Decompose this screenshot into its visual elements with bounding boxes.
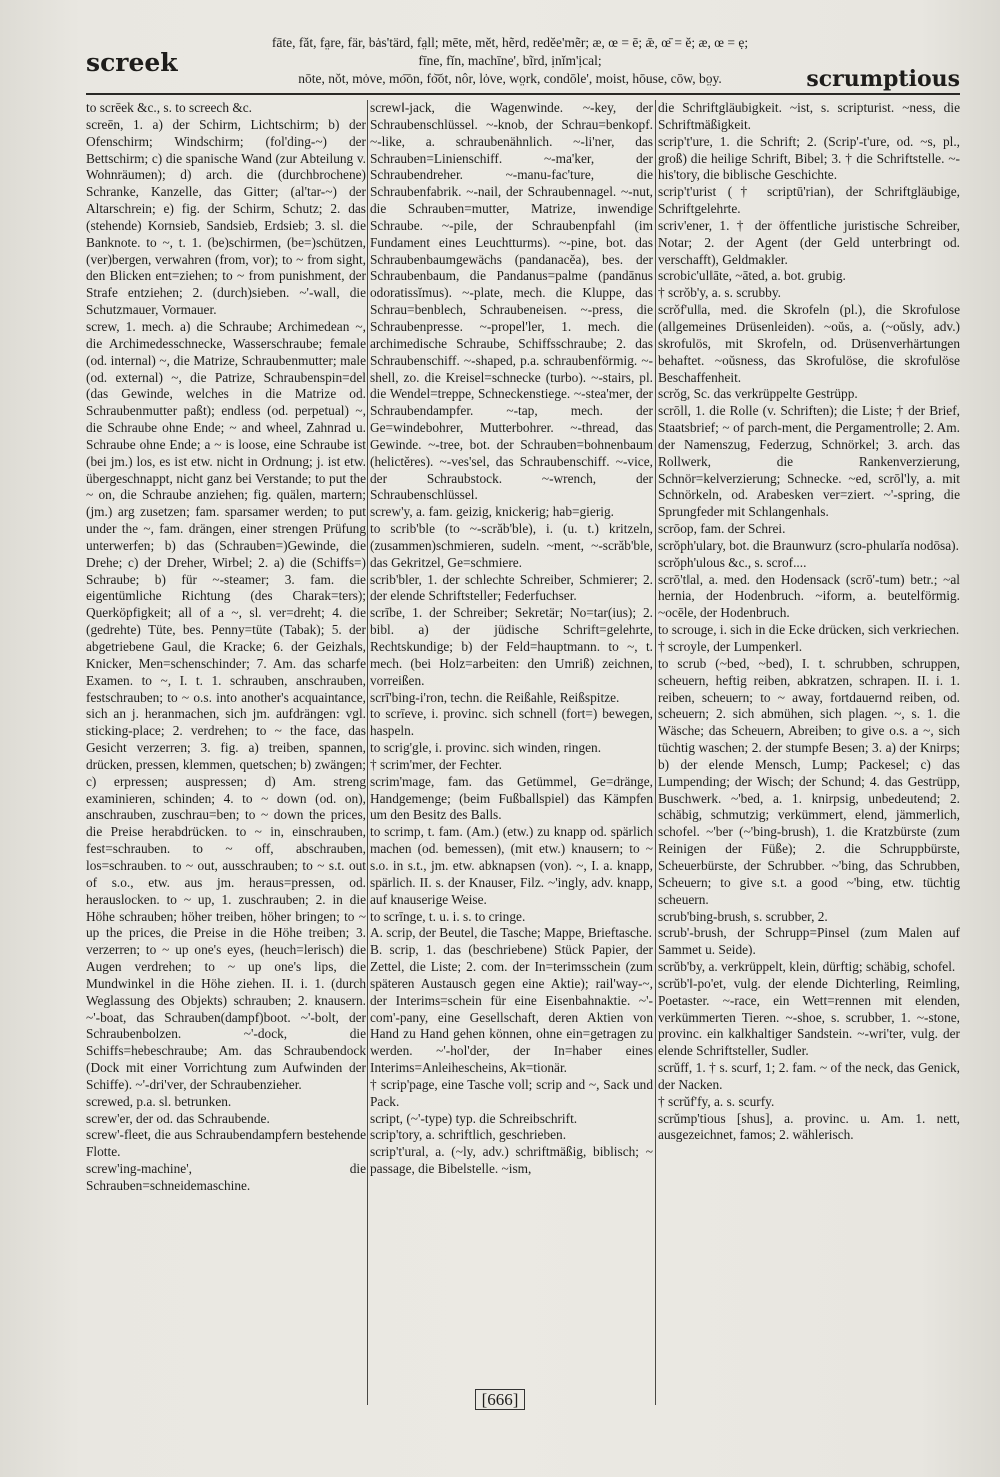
dictionary-entry: scrŭb'by, a. verkrüppelt, klein, dürftig; schäbig, schofel. — [658, 959, 956, 975]
dictionary-entry: to scrīnge, t. u. i. s. to cringe. — [370, 908, 526, 924]
pronunciation-key-line: fāte, făt, fa̤re, fär, bȧs'tärd, fa̤ll; mēte, mĕt, hẽrd, redĕe'mẽr; æ, œ = ē; ǣ, œ̄ = ĕ; æ, œ = ẹ; — [271, 35, 749, 50]
dictionary-column-2 — [370, 100, 653, 1410]
dictionary-entry: scrōop, fam. der Schrei. — [658, 521, 786, 537]
dictionary-entry: to scrib'ble (to ~-scrăb'ble), i. (u. t.) kritzeln, (zusammen)schmieren, sudeln. ~ment, ~-scrăb'ble, das Gekritzel, Ge=schmiere. — [370, 521, 653, 570]
page-number — [0, 1390, 1000, 1410]
left-running-headword: screek — [86, 48, 178, 77]
dictionary-entry: screw'ing-machine', die Schrauben=schneidemaschine. — [86, 1161, 366, 1193]
dictionary-entry: scrŏph'ulary, bot. die Braunwurz (scro-phularĭa nodōsa). — [658, 537, 959, 553]
dictionary-entry: † scrŏb'y, a. s. scrubby. — [658, 285, 781, 301]
dictionary-entry: scrŭmp'tious [shus], a. provinc. u. Am. 1. nett, ausgezeichnet, famos; 2. wählerisch. — [658, 1110, 960, 1143]
header-rule — [86, 93, 960, 95]
dictionary-entry: screw'-fleet, die aus Schraubendampfern bestehende Flotte. — [86, 1127, 366, 1160]
dictionary-entry: scrŏf'ul‖a, med. die Skrofeln (pl.), die Skrofulose (allgemeines Drüsenleiden). ~oŭs, a. (~oŭsly, adv.) skrofulös, mit Skrofeln, od. Drüsenverhärtungen behaftet. ~oŭsness, das Skrofulöse, die skrofulöse Beschaffenheit. — [658, 302, 960, 385]
dictionary-entry: screw‖-jack, die Wagenwinde. ~-key, der Schraubenschlüssel. ~-knob, der Schrau=benkopf. ~-like, a. schraubenähnlich. ~-li'ner, das Schrauben=Linienschiff. ~-ma'ker, der Schraubendreher. ~-manu-fac'ture, die Schraubenfabrik. ~-nail, der Schraubennagel. ~-nut, die Schrauben=mutter, Matrize, inwendige Schraube. ~-pile, der Schraubenpfahl (im Fundament eines Leuchtturms). ~-pine, bot. das Schraubenbaumgewächs (pandanacĕa), bes. der Schraubenbaum, die Pandanus=palme (pandānus odoratissĭmus). ~-plate, mech. die Kluppe, das Schrau=benblech, Schraubeneisen. ~-press, die Schraubenpresse. ~-propel'ler, 1. mech. die archimedische Schraube, Schiffsschraube; 2. das Schraubenschiff. ~-shaped, p.a. schraubenförmig. ~-shell, zo. die Kreisel=schnecke (turbo). ~-stairs, pl. die Wendel=treppe, Schneckenstiege. ~-stea'mer, der Schraubendampfer. ~-tap, mech. der Ge=windebohrer, Mutterbohrer. ~-thread, das Gewinde. ~-tree, bot. der Schrauben=bohnenbaum (helictĕres). ~-ves'sel, das Schraubenschiff. ~-vice, der Schraubstock. ~-wrench, der Schraubenschlüssel. — [370, 100, 653, 503]
dictionary-entry: scriv'ener, 1. † der öffentliche juristische Schreiber, Notar; 2. der Agent (der Geld unterbringt od. verschafft), Geldmakler. — [658, 217, 960, 267]
pronunciation-key-line: fīne, fĭn, machīne', bĩrd, ịnĭm'ịcal; — [418, 53, 602, 68]
dictionary-entry: to scrimp, t. fam. (Am.) (etw.) zu knapp od. spärlich machen (od. bemessen), (mit etw.) knausern; to ~ s.o. in s.t., jm. etw. abknapsen (von). ~, I. a. knapp, spärlich. II. s. der Knauser, Filz. ~'ingly, adv. knapp, auf knauserige Weise. — [370, 824, 653, 907]
dictionary-entry: scrŭff, 1. † s. scurf, 1; 2. fam. ~ of the neck, das Genick, der Nacken. — [658, 1060, 960, 1092]
dictionary-entry: † scrip'page, eine Tasche voll; scrip and ~, Sack und Pack. — [370, 1076, 653, 1109]
dictionary-entry: scrō't‖al, a. med. den Hodensack (scrō'-tum) betr.; ~al hernia, der Hodenbruch. ~iform, a. beutelförmig. ~ocēle, der Hodenbruch. — [658, 571, 960, 621]
dictionary-entry: to scrouge, i. sich in die Ecke drücken, sich verkriechen. — [658, 622, 960, 638]
dictionary-entry: to scrig'gle, i. provinc. sich winden, ringen. — [370, 740, 602, 756]
dictionary-entry: scrip't'ure, 1. die Schrift; 2. (Scrip'-t'ure, od. ~s, pl., groß) die heilige Schrift, Bibel; 3. † die Schriftstelle. ~-his'tory, die biblische Geschichte. — [658, 133, 960, 183]
dictionary-entry: scrub'-brush, der Schrupp=Pinsel (zum Malen auf Sammet u. Seide). — [658, 925, 960, 958]
dictionary-entry: scrub'bing-brush, s. scrubber, 2. — [658, 908, 828, 924]
dictionary-entry: scrŏg, Sc. das verkrüppelte Gestrüpp. — [658, 386, 858, 402]
dictionary-entry: scrip't'urist († scriptū'rian), der Schriftgläubige, Schriftgelehrte. — [658, 184, 960, 217]
column-divider — [367, 100, 368, 1405]
dictionary-entry: A. scrip, der Beutel, die Tasche; Mappe, Brieftasche. — [370, 925, 652, 941]
dictionary-entry: B. scrip, 1. das (beschriebene) Stück Papier, der Zettel, die Liste; 2. com. der In=terimsschein (zum späteren Austausch gegen eine Aktie); rail'way-~, der Interims=schein für eine Eisenbahnaktie. ~'-com'-pany, eine Gesellschaft, deren Aktien von Hand zu Hand gehen können, ohne ein=getragen zu werden. ~'-hol'der, der In=haber eines Interims=Anleihescheins, Ak=tionär. — [370, 942, 653, 1076]
dictionary-column-3 — [658, 100, 960, 1410]
dictionary-entry: screw, 1. mech. a) die Schraube; Archimedean ~, die Archimedesschnecke, Wasserschraube; female (od. internal) ~, die Matrize, Schraubenmutter; male (od. external) ~, die Patrize, Schraubenspin=del (das Gewinde, welches in die Matrize od. Schraubenmutter paßt); endless (od. perpetual) ~, die Schraube ohne Ende; ~ and wheel, Zahnrad u. Schraube ohne Ende; a ~ is loose, eine Schraube ist (bei jm.) los, es ist etw. nicht in Ordnung; j. ist etw. übergeschnappt, nicht ganz bei Verstande; to put the ~ on, die Schraube anziehen; fig. quälen, martern; (jm.) arg zusetzen; fam. sparsamer werden; to put under the ~, fam. drängen, einer strengen Prüfung unterwerfen; b) das (Schrauben=)Gewinde, die Drehe; c) der Dreher, Wirbel; 2. a) die (Schiffs=) Schraube; b) für ~-steamer; 3. fam. die eigentümliche Richtung (des Charak=ters); Querköpfigkeit; all of a ~, sl. ver=dreht; 4. die (gedrehte) Tüte, bes. Penny=tüte (Tabak); 5. der abgetriebene Gaul, die Kracke; 6. der Geizhals, Knicker, Men=schenschinder; 7. Am. das scharfe Examen. to ~, I. t. 1. schrauben, anschrauben, festschrauben; to ~ o.s. into another's acquaintance, sich an j. heranmachen, sich jm. aufdrängen: vgl. sticking-place; 2. verdrehen; to ~ the face, das Gesicht verzerren; 3. fig. a) treiben, spannen, drücken, pressen, klemmen, quetschen; b) zwängen; c) erpressen; auspressen; d) Am. streng examinieren, schinden; 4. to ~ down (od. on), anschrauben, zuschrau=ben; to ~ down the prices, die Preise herabdrücken. to ~ in, einschrauben, fest=schrauben. to ~ off, abschrauben, los=schrauben. to ~ out, ausschrauben; to ~ s.t. out of s.o., etw. aus jm. heraus=pressen, od. herauslocken. to ~ up, 1. zuschrauben; 2. in die Höhe schrauben; höher treiben, höher bringen; to ~ up the prices, die Preise in die Höhe treiben; 3. verzerren; to ~ up one's eyes, (heuch=lerisch) die Augen verdrehen; to ~ up one's lips, die Mundwinkel in die Höhe ziehen. II. i. 1. (durch Weglassung des Objekts) schrauben; 2. knausern. ~'-boat, das Schrauben(dampf)boot. ~'-bolt, der Schraubenbolzen. ~'-dock, die Schiffs=hebeschraube; Am. das Schraubendock (Dock mit einer Vorrichtung zum Aufwinden der Schiffe). ~'-dri'ver, der Schraubenzieher. — [86, 318, 366, 1092]
dictionary-entry: die Schriftgläubigkeit. ~ist, s. scripturist. ~ness, die Schriftmäßigkeit. — [658, 100, 960, 132]
dictionary-entry: scrī'bing-i'ron, techn. die Reißahle, Reißspitze. — [370, 689, 620, 705]
dictionary-entry: † scrŭf'fy, a. s. scurfy. — [658, 1093, 775, 1109]
dictionary-entry: scrip'tory, a. schriftlich, geschrieben. — [370, 1127, 567, 1143]
dictionary-entry: to scrēek &c., s. to screech &c. — [86, 100, 252, 115]
dictionary-entry: scrŭb'‖-po'et, vulg. der elende Dichterling, Reimling, Poetaster. ~-race, ein Wett=rennen mit elenden, verkümmerten Tieren. ~-shoe, s. scrubber, 1. ~-stone, provinc. ein kalkhaltiger Sandstein. ~-wri'ter, vulg. der elende Schriftsteller, Sudler. — [658, 975, 960, 1059]
page-number-label: [666] — [475, 1389, 526, 1410]
dictionary-entry: to scrīeve, i. provinc. sich schnell (fort=) bewegen, haspeln. — [370, 706, 653, 739]
dictionary-entry: script, (~'-type) typ. die Schreibschrift. — [370, 1110, 578, 1126]
dictionary-entry: screw'y, a. fam. geizig, knickerig; hab=gierig. — [370, 504, 614, 520]
dictionary-column-1 — [86, 100, 366, 1410]
dictionary-entry: scrib'bler, 1. der schlechte Schreiber, Schmierer; 2. der elende Schriftsteller; Federfuchser. — [370, 571, 653, 604]
dictionary-entry: scrŏph'ulous &c., s. scrof.... — [658, 554, 807, 570]
right-running-headword: scrumptious — [806, 66, 960, 92]
dictionary-entry: screwed, p.a. sl. betrunken. — [86, 1093, 232, 1109]
dictionary-entry: screw'er, der od. das Schraubende. — [86, 1110, 270, 1126]
dictionary-entry: screēn, 1. a) der Schirm, Lichtschirm; b) der Ofenschirm; Windschirm; (fol'ding-~) der Bettschirm; c) die spanische Wand (zur Abteilung v. Wohnräumen); d) arch. die (durchbrochene) Schranke, Kanzelle, das Gitter; (al'tar-~) der Altarschrein; e) fig. der Schirm, Schutz; 2. das (stehende) Kornsieb, Sandsieb, Erdsieb; 3. sl. die Banknote. to ~, t. 1. (be)schirmen, (be=)schützen, (ver)bergen, verwahren (from, vor); to ~ from sight, den Blicken ent=ziehen; to ~ from punishment, der Strafe entziehen; 2. (durch)sieben. ~'-wall, die Schutzmauer, Vormauer. — [86, 116, 366, 318]
dictionary-entry: scrībe, 1. der Schreiber; Sekretär; No=tar(ius); 2. bibl. a) der jüdische Schrift=gelehrte, Rechtskundige; b) der Feld=hauptmann. to ~, t. mech. (bei Holz=arbeiten: den Umriß) zeichnen, vorreißen. — [370, 605, 653, 688]
dictionary-entry: scrobic'ul‖āte, ~āted, a. bot. grubig. — [658, 268, 846, 284]
column-divider — [655, 100, 656, 1405]
dictionary-entry: to scrub (~bed, ~bed), I. t. schrubben, schruppen, scheuern, heftig reiben, abkratzen, schrapen. II. i. 1. reiben, scheuern; to ~ away, fortdauernd reiben, od. scheuern; 2. sich abmühen, sich plagen. ~, s. 1. die Wäsche; das Scheuern, Abreiben; to give o.s. a ~, sich tüchtig waschen; 2. der stumpfe Besen; 3. a) der Knirps; b) der elende Mensch, Lump; Packesel; c) das Lumpending; der Wisch; der Schund; 4. das Gestrüpp, Buschwerk. ~'bed, a. 1. knirpsig, unbedeutend; 2. schäbig, schmutzig; verkümmert, elend, jämmerlich, schofel. ~'ber (~'bing-brush), 1. die Kratzbürste (zum Reinigen der Füße); 2. die Schruppbürste, Scheuerbürste, der Schrubber. ~'bing, das Schrubben, Scheuern; to give s.t. a good ~'bing, etw. tüchtig scheuern. — [658, 655, 960, 907]
dictionary-entry: scrim'mage, fam. das Getümmel, Ge=dränge, Handgemenge; (beim Fußballspiel) das Kämpfen um den Besitz des Balls. — [370, 773, 653, 823]
dictionary-entry: scrip't'ural, a. (~ly, adv.) schriftmäßig, biblisch; ~ passage, die Bibelstelle. ~ism, — [370, 1144, 653, 1177]
dictionary-entry: † scroyle, der Lumpenkerl. — [658, 639, 803, 654]
dictionary-entry: scrōll, 1. die Rolle (v. Schriften); die Liste; † der Brief, Staatsbrief; ~ of parch-ment, die Pergamentrolle; 2. Am. der Namenszug, Federzug, Schnörkel; 3. arch. das Rollwerk, die Rankenverzierung, Schnör=kelverzierung; Schnecke. ~ed, scrōl'ly, a. mit Schnörkeln, od. Arabesken ver=ziert. ~'-spring, die Sprungfeder mit Schlangenhals. — [658, 403, 960, 520]
dictionary-entry: † scrim'mer, der Fechter. — [370, 756, 502, 772]
pronunciation-key — [225, 34, 795, 88]
pronunciation-key-line: nōte, nŏt, mȯve, mo͞on, fo͝ot, nôr, lȯve, wo̤rk, condōle', moist, hōuse, cōw, bo̤y. — [298, 71, 722, 86]
